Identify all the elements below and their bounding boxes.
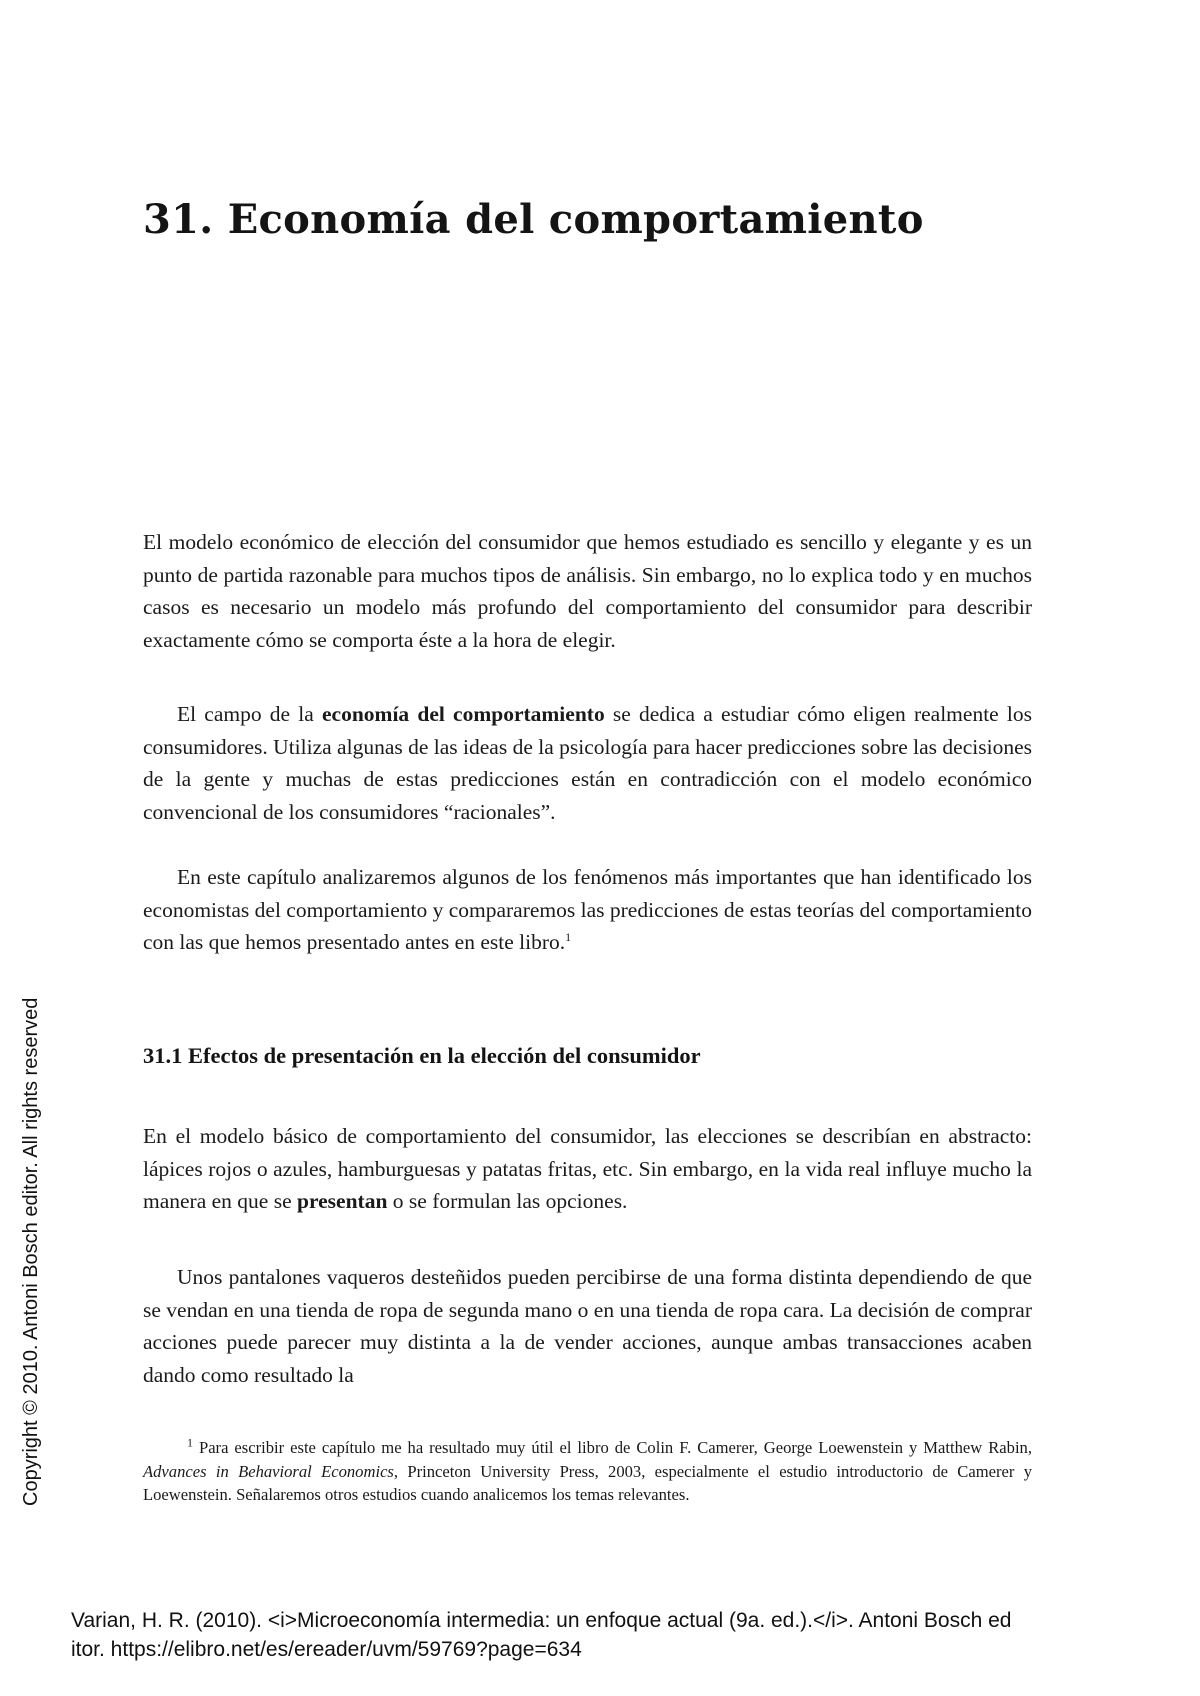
intro-paragraph-2 [143, 698, 1032, 828]
term-behavioral-economics: economía del comportamiento [322, 702, 605, 726]
footnote-text-a: Para escribir este capítulo me ha resultado muy útil el libro de Colin F. Camerer, George Loewenstein y Matthew Rabin, [193, 1438, 1032, 1457]
footnote [143, 1436, 1032, 1507]
section-paragraph-1-text-b: o se formulan las opciones. [387, 1189, 628, 1213]
intro-paragraph-2-text-b: se dedica a estudiar cómo eligen realmente los consumidores. Utiliza algunas de las ideas de la psicología para hacer predicciones sobre las decisiones de la gente y muchas de estas predicciones están en contradicción con el modelo económico convencional de los consumidores “racionales”. [143, 702, 1032, 824]
chapter-title: 31. Economía del comportamiento [143, 196, 924, 243]
intro-paragraph-2-text-a: El campo de la [177, 702, 322, 726]
section-paragraph-1 [143, 1120, 1032, 1218]
citation-line-2: itor. https://elibro.net/es/ereader/uvm/59769?page=634 [71, 1638, 582, 1661]
section-paragraph-2: Unos pantalones vaqueros desteñidos pueden percibirse de una forma distinta dependiendo de que se vendan en una tienda de ropa de segunda mano o en una tienda de ropa cara. La decisión de comprar acciones puede parecer muy distinta a la de vender acciones, aunque ambas transacciones acaben dando como resultado la [143, 1265, 1032, 1387]
footnote-book-title: Advances in Behavioral Economics [143, 1461, 394, 1481]
footnote-marker: 1 [187, 1435, 193, 1450]
citation [71, 1606, 1171, 1664]
section-heading: 31.1 Efectos de presentación en la elección del consumidor [143, 1043, 701, 1068]
footnote-text-b: , Princeton University Press, 2003, especialmente el estudio introductorio de Camerer y Loewenstein. Señalaremos otros estudios cuando analicemos los temas relevantes. [143, 1461, 1032, 1504]
intro-paragraph-3 [143, 861, 1032, 959]
term-presentan: presentan [297, 1189, 388, 1213]
section-paragraph-1-text-a: En el modelo básico de comportamiento del consumidor, las elecciones se describían en abstracto: lápices rojos o azules, hamburguesas y patatas fritas, etc. Sin embargo, en la vida real influye mucho la manera en que se [143, 1124, 1032, 1213]
footnote-reference: 1 [565, 929, 572, 944]
intro-paragraph-1: El modelo económico de elección del consumidor que hemos estudiado es sencillo y elegante y es un punto de partida razonable para muchos tipos de análisis. Sin embargo, no lo explica todo y en muchos casos es necesario un modelo más profundo del comportamiento del consumidor para describir exactamente cómo se comporta éste a la hora de elegir. [143, 530, 1032, 652]
intro-paragraph-3-text: En este capítulo analizaremos algunos de los fenómenos más importantes que han identificado los economistas del comportamiento y compararemos las predicciones de estas teorías del comportamiento con las que hemos presentado antes en este libro. [143, 865, 1032, 954]
copyright-notice: Copyright © 2010. Antoni Bosch editor. All rights reserved [20, 997, 42, 1506]
citation-line-1: Varian, H. R. (2010). <i>Microeconomía intermedia: un enfoque actual (9a. ed.).</i>. Antoni Bosch ed [71, 1609, 1012, 1632]
